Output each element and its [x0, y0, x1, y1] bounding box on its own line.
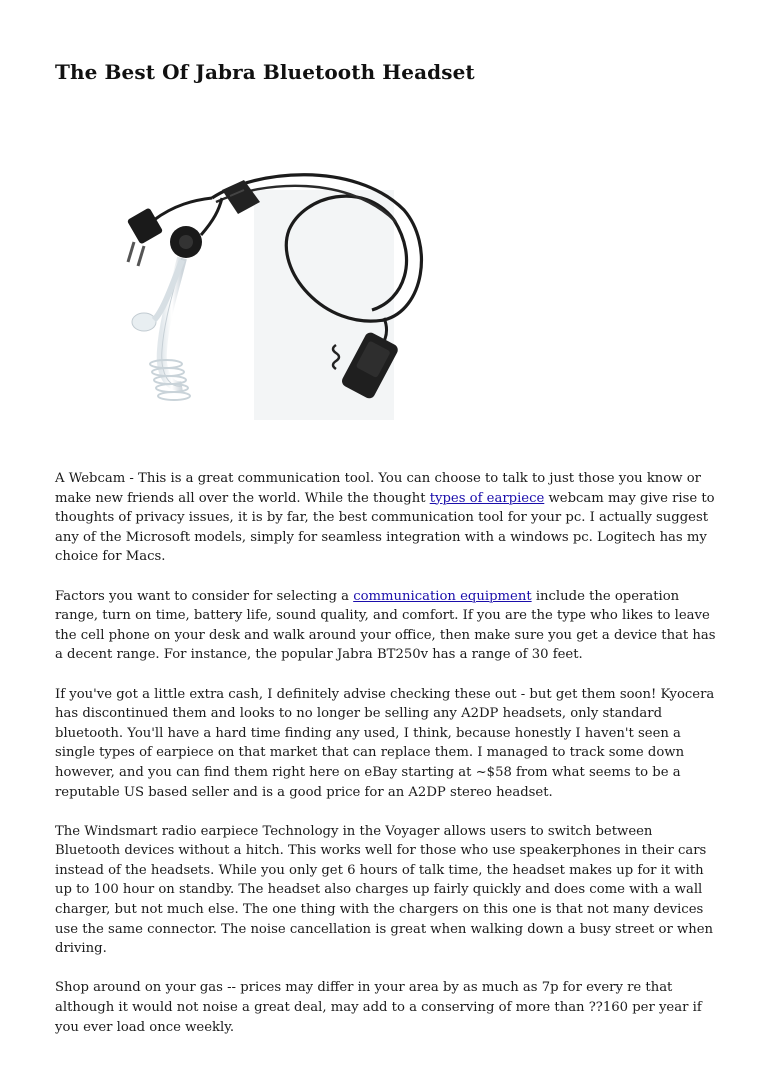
paragraph-kyocera: If you've got a little extra cash, I definitely advise checking these out - but get them soon! Kyocera has discontinued them and looks to no longer be selling any A2DP headsets, only standard bluetooth. You'll have a hard time finding any used, I think, because honestly I haven't seen a single types of earpiece on that market that can replace them. I managed to track some down however, and you can find them right here on eBay starting at ~$58 from what seems to be a reputable US based seller and is a good price for an A2DP stereo headset.	[55, 686, 715, 800]
paragraph-windsmart: The Windsmart radio earpiece Technology in the Voyager allows users to switch between Bluetooth devices without a hitch. This works well for those who use speakerphones in their cars instead of the headsets. While you only get 6 hours of talk time, the headset makes up for it with up to 100 hour on standby. The headset also charges up fairly quickly and does come with a wall charger, but not much else. The one thing with the chargers on this one is that not many devices use the same connector. The noise cancellation is great when walking down a busy street or when driving.	[55, 823, 714, 957]
radio-earpiece-illustration	[104, 150, 434, 450]
article-body	[55, 469, 720, 1057]
link-types-of-earpiece[interactable]: types of earpiece	[429, 490, 545, 506]
link-communication-equipment[interactable]: communication equipment	[353, 588, 532, 604]
paragraph-webcam: A Webcam - This is a great communication tool. You can choose to talk to just those you know or make new friends all over the world. While the thought types of earpiece webcam may give rise to thoughts of privacy issues, it is by far, the best communication tool for your pc. I actually suggest any of the Microsoft models, simply for seamless integration with a windows pc. Logitech has my choice for Macs.	[55, 471, 715, 565]
paragraph-gas-prices: Shop around on your gas -- prices may differ in your area by as much as 7p for every re that although it would not noise a great deal, may add to a conserving of more than ??160 per year if you ever load once weekly.	[55, 980, 702, 1035]
paragraph-factors: Factors you want to consider for selecting a communication equipment include the operation range, turn on time, battery life, sound quality, and comfort. If you are the type who likes to leave the cell phone on your desk and walk around your office, then make sure you get a device that has a decent range. For instance, the popular Jabra BT250v has a range of 30 feet.	[55, 588, 716, 663]
two-pin-plug	[127, 198, 212, 266]
headset-photo	[104, 150, 434, 450]
ear-tip	[132, 313, 156, 331]
page-title: The Best Of Jabra Bluetooth Headset	[55, 60, 475, 84]
